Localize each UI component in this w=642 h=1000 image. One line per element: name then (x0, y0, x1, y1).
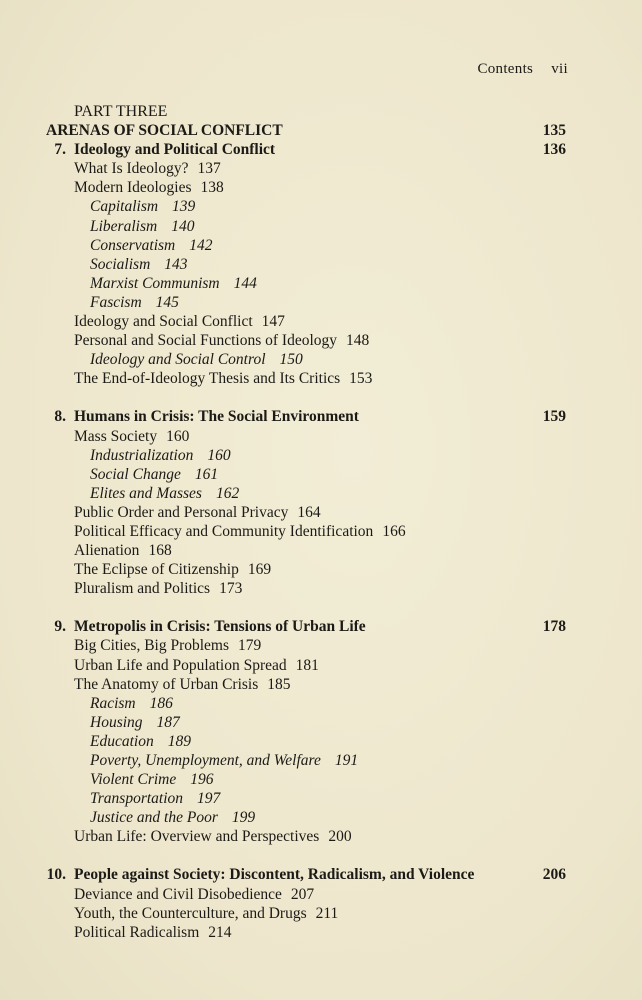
entry-title: Personal and Social Functions of Ideology (74, 332, 338, 350)
part-title (0, 121, 642, 140)
toc-entry (0, 522, 642, 541)
toc-subentry (0, 255, 642, 274)
entry-title: Fascism (90, 293, 142, 311)
part-page-number: 135 (542, 122, 566, 140)
chapter-heading (0, 140, 642, 159)
spacer (0, 598, 642, 617)
toc-entry (0, 503, 642, 522)
toc-subentry (0, 484, 642, 503)
entry-title: Violent Crime (90, 771, 177, 789)
toc-subentry (0, 694, 642, 713)
chapter-heading (0, 407, 642, 426)
toc-entry (0, 331, 642, 350)
toc-subentry (0, 713, 642, 732)
entry-page: 187 (156, 713, 180, 731)
entry-title: Political Efficacy and Community Identification (74, 522, 374, 540)
toc-entry (0, 675, 642, 694)
toc-entry (0, 159, 642, 178)
entry-page: 173 (219, 580, 243, 598)
toc-entry (0, 656, 642, 675)
chapter-title: Ideology and Political Conflict (74, 141, 276, 159)
chapter-heading (0, 617, 642, 636)
entry-page: 199 (231, 809, 256, 827)
entry-page: 145 (155, 293, 179, 311)
entry-title: Justice and the Poor (90, 809, 218, 827)
entry-title: Socialism (90, 255, 151, 273)
part-label (0, 102, 642, 121)
entry-title: Conservatism (90, 236, 176, 254)
part-label-text: PART THREE (74, 103, 168, 120)
toc-subentry (0, 217, 642, 236)
entry-page: 143 (164, 255, 188, 273)
entry-page: 160 (207, 446, 231, 464)
entry-title: The End-of-Ideology Thesis and Its Critics (74, 370, 341, 388)
entry-page: 179 (238, 637, 262, 655)
toc-entry (0, 427, 642, 446)
toc-entry (0, 369, 642, 388)
entry-page: 162 (215, 484, 240, 502)
entry-page: 197 (197, 790, 221, 808)
entry-title: Big Cities, Big Problems (74, 637, 230, 655)
entry-title: Industrialization (90, 446, 194, 464)
toc-entry (0, 636, 642, 655)
toc-subentry (0, 465, 642, 484)
entry-title: Youth, the Counterculture, and Drugs (74, 904, 307, 922)
entry-page: 140 (171, 217, 195, 235)
entry-title: The Eclipse of Citizenship (74, 561, 239, 579)
entry-title: Pluralism and Politics (74, 580, 211, 598)
spacer (0, 388, 642, 407)
chapter-number: 8. (54, 408, 66, 426)
chapter-heading (0, 865, 642, 884)
entry-page: 138 (200, 179, 224, 197)
entry-page: 147 (261, 313, 285, 331)
entry-page: 139 (172, 198, 196, 216)
toc-entry (0, 885, 642, 904)
toc-entry (0, 541, 642, 560)
entry-title: Ideology and Social Conflict (74, 313, 253, 331)
entry-title: Racism (90, 694, 136, 712)
toc-subentry (0, 350, 642, 369)
entry-title: Deviance and Civil Disobedience (74, 885, 282, 903)
toc-subentry (0, 808, 642, 827)
entry-page: 168 (148, 542, 172, 560)
spacer (0, 846, 642, 865)
running-head-title: Contents (477, 61, 534, 77)
part-title-text: ARENAS OF SOCIAL CONFLICT (46, 122, 283, 140)
entry-title: Marxist Communism (90, 274, 220, 292)
entry-page: 207 (290, 885, 315, 903)
entry-page: 200 (328, 828, 352, 846)
entry-page: 150 (279, 351, 303, 369)
toc-entry (0, 560, 642, 579)
entry-title: The Anatomy of Urban Crisis (74, 675, 259, 693)
toc-subentry (0, 789, 642, 808)
entry-page: 148 (346, 332, 370, 350)
entry-title: Liberalism (90, 217, 158, 235)
toc-subentry (0, 446, 642, 465)
entry-page: 214 (208, 923, 232, 941)
entry-title: Urban Life: Overview and Perspectives (74, 828, 320, 846)
toc-subentry (0, 293, 642, 312)
table-of-contents (0, 102, 642, 942)
entry-page: 191 (334, 752, 359, 769)
entry-page: 211 (315, 904, 339, 922)
chapter-title: Humans in Crisis: The Social Environment (74, 408, 359, 426)
toc-subentry (0, 197, 642, 216)
entry-title: Political Radicalism (74, 923, 200, 941)
chapter-page-number: 178 (542, 618, 566, 636)
toc-subentry (0, 236, 642, 255)
entry-title: Elites and Masses (90, 484, 202, 502)
toc-entry (0, 579, 642, 598)
toc-subentry (0, 274, 642, 293)
chapter-title: Metropolis in Crisis: Tensions of Urban Life (74, 618, 366, 636)
toc-subentry (0, 732, 642, 751)
entry-page: 196 (190, 771, 214, 789)
entry-title: Ideology and Social Control (90, 351, 266, 369)
toc-subentry (0, 751, 642, 770)
chapter-number: 7. (54, 141, 66, 159)
chapter-number: 9. (54, 618, 66, 636)
entry-page: 161 (194, 465, 219, 483)
entry-page: 181 (295, 656, 319, 674)
toc-subentry (0, 770, 642, 789)
entry-page: 185 (267, 675, 291, 693)
toc-entry (0, 827, 642, 846)
running-head (477, 61, 568, 78)
toc-entry (0, 904, 642, 923)
entry-page: 169 (247, 561, 272, 579)
entry-page: 164 (297, 503, 321, 521)
toc-entry (0, 312, 642, 331)
running-head-page-number: vii (551, 61, 568, 77)
entry-page: 186 (149, 694, 173, 712)
entry-page: 142 (189, 236, 213, 254)
entry-title: Housing (90, 713, 143, 731)
entry-page: 166 (382, 522, 406, 540)
entry-title: What Is Ideology? (74, 160, 189, 178)
entry-title: Transportation (90, 790, 184, 808)
entry-title: Modern Ideologies (74, 179, 192, 197)
entry-page: 137 (197, 160, 221, 178)
entry-title: Urban Life and Population Spread (74, 656, 287, 674)
chapter-page-number: 159 (542, 408, 566, 426)
entry-title: Mass Society (74, 427, 158, 445)
entry-title: Poverty, Unemployment, and Welfare (90, 752, 321, 769)
entry-title: Public Order and Personal Privacy (74, 503, 289, 521)
toc-entry (0, 178, 642, 197)
entry-page: 160 (166, 427, 190, 445)
chapter-page-number: 136 (542, 141, 566, 159)
entry-title: Social Change (90, 465, 181, 483)
entry-page: 153 (349, 370, 373, 388)
entry-title: Alienation (74, 542, 140, 560)
entry-page: 189 (167, 732, 191, 750)
chapter-title: People against Society: Discontent, Radicalism, and Violence (74, 866, 475, 884)
entry-page: 144 (233, 274, 257, 292)
entry-title: Capitalism (90, 198, 159, 216)
toc-entry (0, 923, 642, 942)
entry-title: Education (90, 732, 154, 750)
chapter-number: 10. (46, 866, 66, 884)
chapter-page-number: 206 (542, 866, 566, 884)
